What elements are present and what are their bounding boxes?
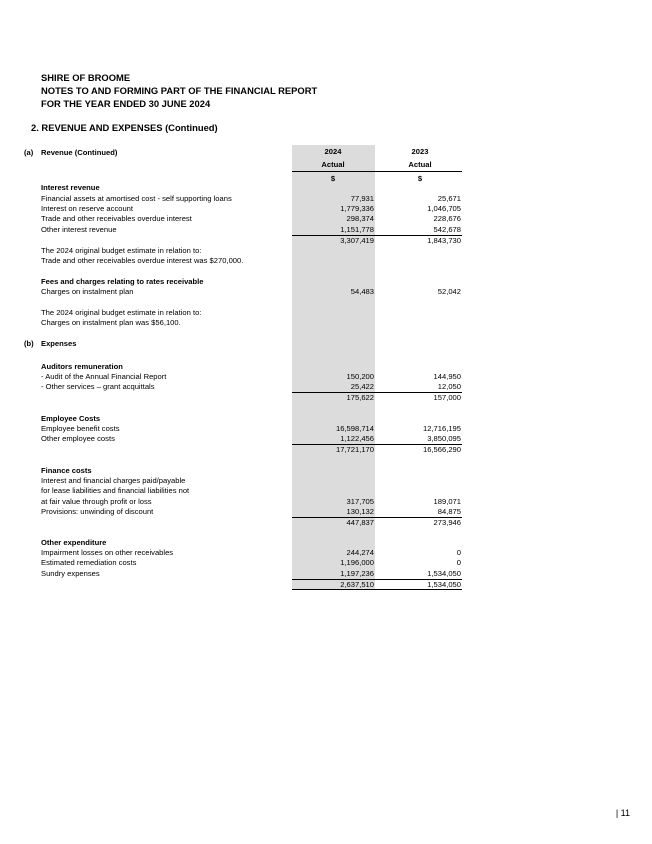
part-a-title: Revenue (Continued) — [41, 148, 118, 157]
report-title: NOTES TO AND FORMING PART OF THE FINANCIAL REPORT — [41, 85, 318, 96]
col-unit-2023: $ — [417, 174, 423, 183]
interest-heading: Interest revenue — [41, 183, 100, 192]
table-row: - Audit of the Annual Financial Report 150,200 144,950 — [41, 372, 461, 381]
part-a-heading — [0, 148, 652, 158]
table-row: Interest on reserve account 1,779,336 1,046,705 — [41, 204, 461, 213]
table-row: Sundry expenses 1,197,236 1,534,050 — [41, 569, 461, 578]
desc-text: Interest and financial charges paid/payable — [41, 476, 186, 485]
section-title: 2. REVENUE AND EXPENSES (Continued) — [31, 122, 218, 133]
table-row: Estimated remediation costs 1,196,000 0 — [41, 558, 461, 567]
table-row: Impairment losses on other receivables 244,274 0 — [41, 548, 461, 557]
table-row: Financial assets at amortised cost - self supporting loans 77,931 25,671 — [41, 194, 461, 203]
finance-total-row: 447,837 273,946 — [346, 518, 461, 527]
other-total-row: 2,637,510 1,534,050 — [340, 580, 461, 589]
total-rule — [292, 589, 462, 590]
header-rule — [292, 171, 462, 172]
finance-heading: Finance costs — [41, 466, 92, 475]
part-b-heading — [0, 339, 652, 349]
report-period: FOR THE YEAR ENDED 30 JUNE 2024 — [41, 98, 211, 109]
desc-text: for lease liabilities and financial liabilities not — [41, 486, 190, 495]
col-actual-2024: Actual — [321, 160, 345, 169]
employee-heading: Employee Costs — [41, 414, 101, 423]
table-row: at fair value through profit or loss 317,705 189,071 — [41, 497, 461, 506]
part-b-marker: (b) — [24, 339, 34, 348]
auditors-heading: Auditors remuneration — [41, 362, 123, 371]
note-text: The 2024 original budget estimate in relation to: — [41, 308, 202, 317]
entity-name: SHIRE OF BROOME — [41, 72, 131, 83]
col-actual-2023: Actual — [408, 160, 432, 169]
table-row: - Other services – grant acquittals 25,422 12,050 — [41, 382, 461, 391]
employee-total-row: 17,721,170 16,566,290 — [335, 445, 461, 454]
page-number: | 11 — [615, 808, 630, 818]
table-row: Other employee costs 1,122,456 3,850,095 — [41, 434, 461, 443]
note-text: The 2024 original budget estimate in relation to: — [41, 246, 202, 255]
auditors-total-row: 175,622 157,000 — [346, 393, 461, 402]
interest-total-row: 3,307,419 1,843,730 — [340, 236, 461, 245]
table-row: Other interest revenue 1,151,778 542,678 — [41, 225, 461, 234]
table-row: Provisions: unwinding of discount 130,132 84,875 — [41, 507, 461, 516]
fees-heading: Fees and charges relating to rates receivable — [41, 277, 204, 286]
part-a-marker: (a) — [24, 148, 34, 157]
col-unit-2024: $ — [330, 174, 336, 183]
part-b-title: Expenses — [41, 339, 77, 348]
other-heading: Other expenditure — [41, 538, 107, 547]
table-row: Employee benefit costs 16,598,714 12,716,195 — [41, 424, 461, 433]
col-year-2024: 2024 — [324, 147, 342, 156]
table-row: Trade and other receivables overdue interest 298,374 228,676 — [41, 214, 461, 223]
note-text: Charges on instalment plan was $56,100. — [41, 318, 181, 327]
table-row: Charges on instalment plan 54,483 52,042 — [41, 287, 461, 296]
note-text: Trade and other receivables overdue interest was $270,000. — [41, 256, 244, 265]
col-year-2023: 2023 — [411, 147, 429, 156]
